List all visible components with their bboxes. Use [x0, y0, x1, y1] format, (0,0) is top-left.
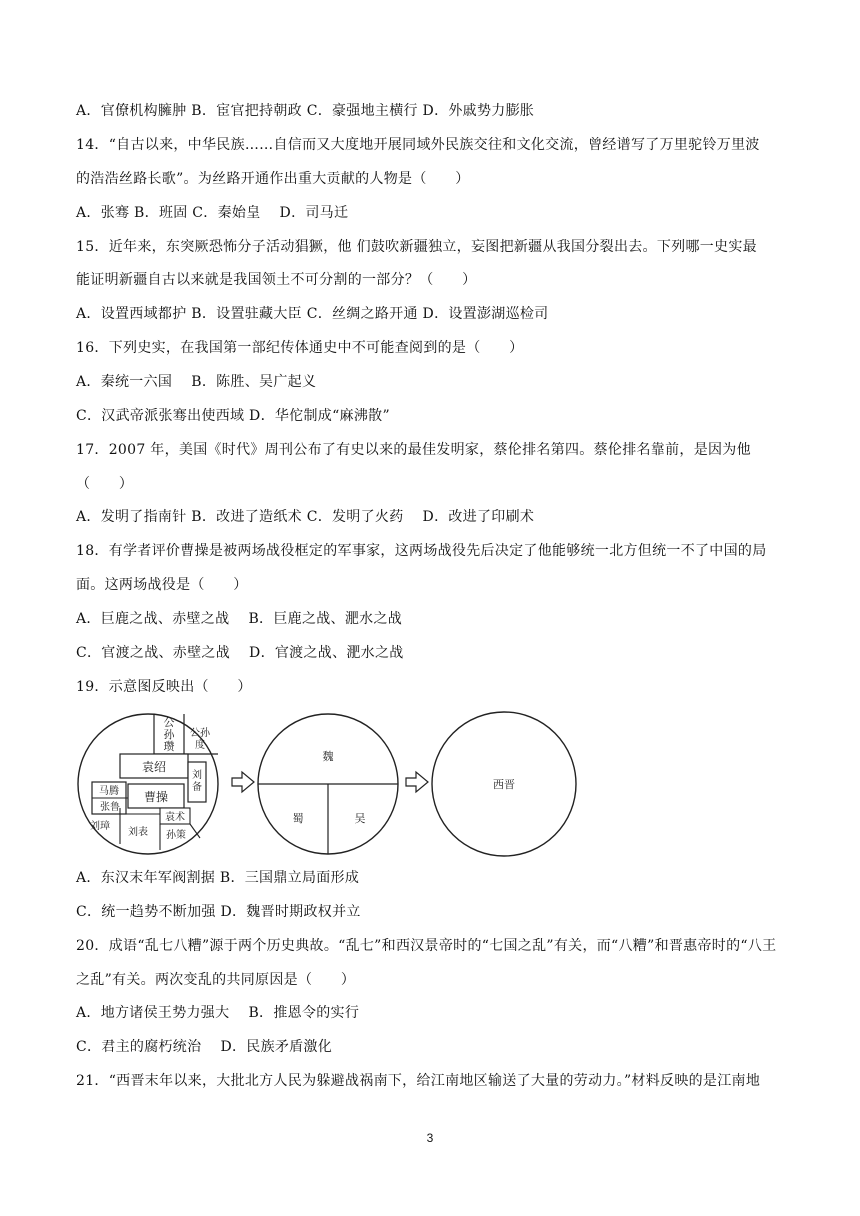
label-xijin: 西晋: [493, 778, 515, 791]
label-shu: 蜀: [292, 812, 304, 825]
label-gongsundu-2: 度: [195, 740, 205, 751]
q15-stem-1: 15．近年来，东突厥恐怖分子活动猖獗，他 们鼓吹新疆独立，妄图把新疆从我国分裂出去。下列哪一史实最: [76, 239, 757, 255]
q20-options-1: A．地方诸侯王势力强大 B．推恩令的实行: [76, 1005, 360, 1021]
q18-options-2: C．官渡之战、赤壁之战 D．官渡之战、淝水之战: [76, 645, 404, 661]
label-liubei-1: 刘: [192, 770, 202, 781]
q20-stem-1: 20．成语“乱七八糟”源于两个历史典故。“乱七”和西汉景帝时的“七国之乱”有关，而“八糟”和晋惠帝时的“八王: [76, 938, 777, 954]
q14-stem-2: 的浩浩丝路长歌”。为丝路开通作出重大贡献的人物是（ ）: [76, 171, 470, 187]
label-caocao: 曹操: [143, 790, 169, 804]
label-sunce: 孙策: [166, 830, 186, 841]
label-gongsunzan-3: 瓒: [163, 740, 175, 753]
q20-stem-2: 之乱”有关。两次变乱的共同原因是（ ）: [76, 972, 356, 988]
q16-options-1: A．秦统一六国 B．陈胜、吴广起义: [76, 374, 317, 390]
label-gongsunzan-1: 公: [163, 716, 175, 729]
q17-options: A．发明了指南针 B．改进了造纸术 C．发明了火药 D．改进了印刷术: [76, 509, 535, 525]
three-kingdoms-circle: [258, 714, 398, 854]
label-mateng: 马腾: [99, 786, 119, 797]
q14-options: A．张骞 B．班固 C．秦始皇 D．司马迁: [76, 205, 349, 221]
warlords-circle: [78, 714, 218, 854]
label-wei: 魏: [322, 750, 334, 763]
label-zhanglu: 张鲁: [100, 802, 120, 813]
label-yuanshao: 袁绍: [141, 760, 167, 774]
q16-stem: 16．下列史实，在我国第一部纪传体通史中不可能查阅到的是（ ）: [76, 340, 524, 356]
q14-stem-1: 14．“自古以来，中华民族……自信而又大度地开展同域外民族交往和文化交流，曾经谱写了万里驼铃万里波: [76, 137, 760, 153]
q19-options-2: C．统一趋势不断加强 D．魏晋时期政权并立: [76, 904, 361, 920]
label-gongsundu-1: 公孙: [190, 728, 210, 739]
q17-stem-1: 17．2007 年，美国《时代》周刊公布了有史以来的最佳发明家，蔡伦排名第四。蔡伦排名靠前，是因为他: [76, 442, 751, 458]
western-jin-circle: [432, 712, 576, 856]
q20-options-2: C．君主的腐朽统治 D．民族矛盾激化: [76, 1039, 333, 1055]
q15-options: A．设置西域都护 B．设置驻藏大臣 C．丝绸之路开通 D．设置澎湖巡检司: [76, 306, 549, 322]
label-liubei-2: 备: [192, 782, 202, 793]
q19-diagram: [76, 704, 616, 864]
q18-options-1: A．巨鹿之战、赤壁之战 B．巨鹿之战、淝水之战: [76, 611, 403, 627]
label-wu: 吴: [354, 812, 366, 825]
label-gongsunzan-2: 孙: [163, 728, 175, 741]
q18-stem-1: 18．有学者评价曹操是被两场战役框定的军事家，这两场战役先后决定了他能够统一北方但统一不了中国的局: [76, 543, 767, 559]
q19-stem: 19．示意图反映出（ ）: [76, 679, 252, 695]
q18-stem-2: 面。这两场战役是（ ）: [76, 577, 248, 593]
q21-stem-1: 21．“西晋末年以来，大批北方人民为躲避战祸南下，给江南地区输送了大量的劳动力。”材料反映的是江南地: [76, 1073, 761, 1089]
page-number: 3: [426, 1131, 434, 1145]
q13-options: A．官僚机构臃肿 B．宦官把持朝政 C．豪强地主横行 D．外戚势力膨胀: [76, 103, 535, 119]
q19-options-1: A．东汉末年军阀割据 B．三国鼎立局面形成: [76, 870, 360, 886]
label-liubiao: 刘表: [128, 827, 148, 838]
q15-stem-2: 能证明新疆自古以来就是我国领土不可分割的一部分？（ ）: [76, 272, 477, 288]
arrow-1-icon: [232, 772, 254, 792]
q17-stem-2: （ ）: [76, 476, 134, 492]
q16-options-2: C．汉武帝派张骞出使西域 D．华佗制成“麻沸散”: [76, 408, 390, 424]
label-yuanshu: 袁术: [165, 812, 185, 823]
label-liuzhang: 刘璋: [90, 821, 110, 832]
arrow-2-icon: [406, 772, 428, 792]
